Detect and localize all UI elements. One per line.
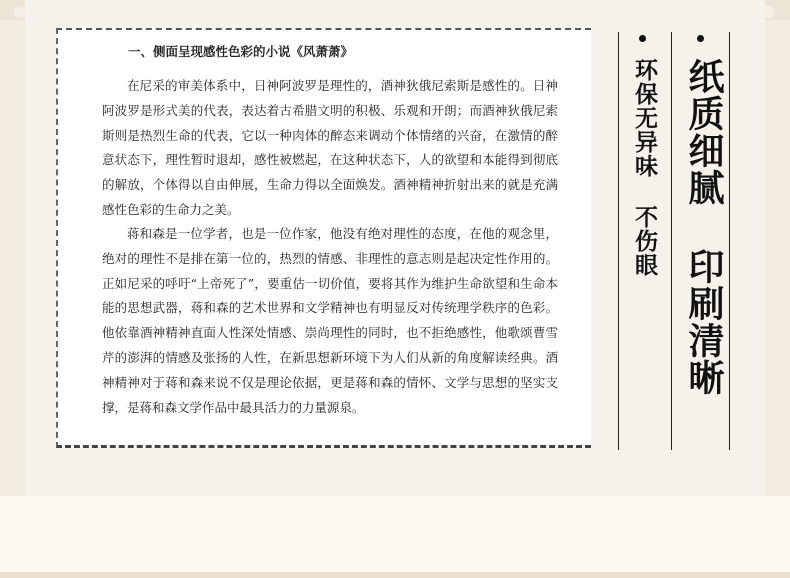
- book-page-sample: [56, 28, 591, 448]
- paragraph: 在尼采的审美体系中，日神阿波罗是理性的，酒神狄俄尼索斯是感性的。日神阿波罗是形式美的代表，表达着古希腊文明的积极、乐观和开朗；而酒神狄俄尼索斯则是热烈生命的代表，它以一种肉体的醉态来调动个体情绪的兴奋，在激情的醉意状态下，理性暂时退却，感性被燃起，在这种状态下，人的欲望和本能得到彻底的解放，个体得以自由伸展，生命力得以全面焕发。酒神精神折射出来的就是充满感性色彩的生命力之美。: [102, 78, 558, 217]
- divider-line: [729, 32, 730, 450]
- bottom-edge: [0, 572, 790, 578]
- divider-line: [618, 32, 619, 450]
- divider-line: [671, 32, 672, 450]
- feature-text-small: 环保无异味 不伤眼: [631, 58, 657, 277]
- paragraph: 蒋和森是一位学者，也是一位作家，他没有绝对理性的态度，在他的观念里，绝对的理性不是排在第一位的，热烈的情感、非理性的意志则是起决定性作用的。正如尼采的呼吁“上帝死了”，要重估一切价值，要将其作为维护生命欲望和生命本能的思想武器，蒋和森的艺术世界和文学精神也有明显反对传统理学秩序的色彩。他依靠酒神精神直面人性深处情感、崇尚理性的同时，也不拒绝感性，他歌颂曹雪芹的澎湃的情感及张扬的人性，在新思想新环境下为人们从新的角度解读经典。酒神精神对于蒋和森来说不仅是理论依据，更是蒋和森的情怀、文学与思想的坚实支撑，是蒋和森文学作品中最具活力的力量源泉。: [102, 226, 558, 415]
- page-title: 一、侧面呈现感性色彩的小说《风萧萧》: [128, 44, 354, 59]
- bottom-area: [0, 496, 790, 572]
- bullet-dot-icon: [639, 35, 646, 42]
- feature-text-large: 纸质细腻 印刷清晰: [683, 58, 724, 396]
- bullet-dot-icon: [697, 35, 704, 42]
